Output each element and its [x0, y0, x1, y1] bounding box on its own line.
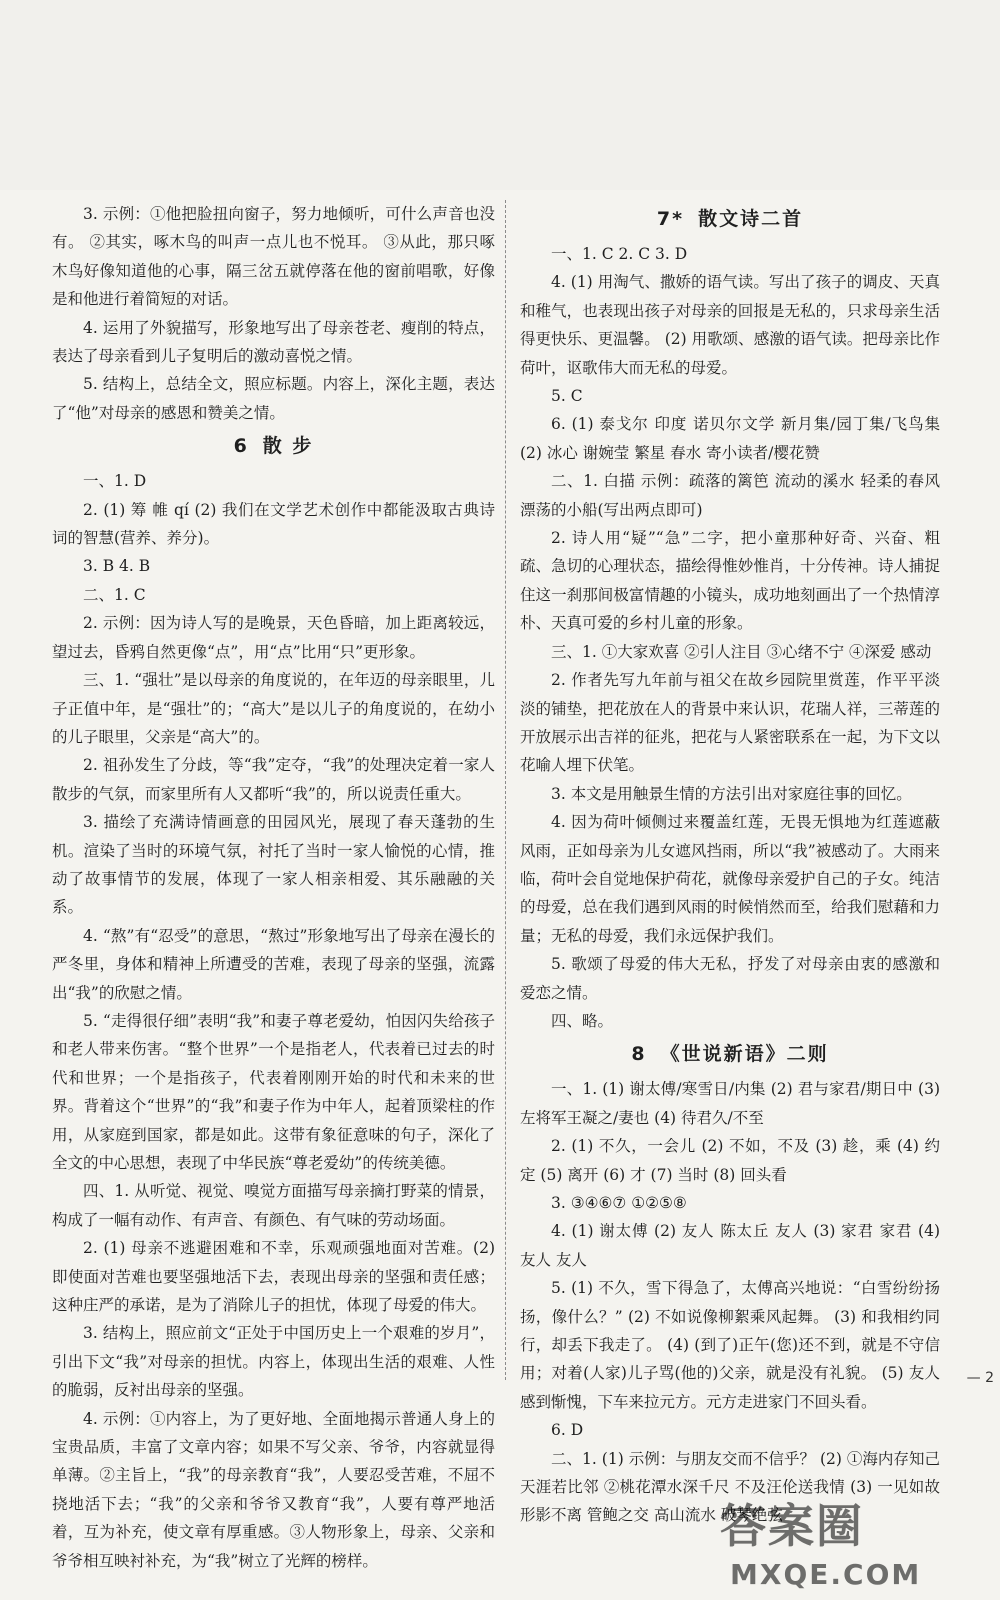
answer-paragraph: 三、1. ①大家欢喜 ②引人注目 ③心绪不宁 ④深爱 感动: [551, 642, 932, 661]
column-divider: [505, 200, 506, 1380]
section-number: 8: [631, 1043, 647, 1066]
answer-paragraph: 2. 诗人用“疑”“急”二字，把小童那种好奇、兴奋、粗疏、急切的心理状态，描绘得惟妙惟肖，十分传神。诗人捕捉住这一刹那间极富情趣的小镜头，成功地刻画出了一个热情淳朴、天真可爱的乡村儿童的形象。: [520, 529, 940, 633]
answer-paragraph: 四、略。: [551, 1011, 614, 1030]
answer-paragraph: 5. 结构上，总结全文，照应标题。内容上，深化主题，表达了“他”对母亲的感恩和赞美之情。: [52, 375, 495, 422]
answer-paragraph: 一、1. C 2. C 3. D: [551, 245, 688, 263]
answer-paragraph: 4. “熬”有“忍受”的意思，“熬过”形象地写出了母亲在漫长的严冬里，身体和精神上所遭受的苦难，表现了母亲的坚强，流露出“我”的欣慰之情。: [52, 926, 495, 1002]
answer-paragraph: 4. 因为荷叶倾侧过来覆盖红莲，无畏无惧地为红莲遮蔽风雨，正如母亲为儿女遮风挡雨，所以“我”被感动了。大雨来临，荷叶会自觉地保护荷花，就像母亲爱护自己的子女。纯洁的母爱，总在我们遇到风雨的时候悄然而至，给我们慰藉和力量；无私的母爱，我们永远保护我们。: [520, 813, 940, 945]
answer-paragraph: 三、1. “强壮”是以母亲的角度说的，在年迈的母亲眼里，儿子正值中年，是“强壮”的；“高大”是以儿子的角度说的，在幼小的儿子眼里，父亲是“高大”的。: [52, 671, 495, 746]
answer-paragraph: 二、1. C: [83, 585, 146, 604]
answer-paragraph: 二、1. 白描 示例：疏落的篱笆 流动的溪水 轻柔的春风 漂荡的小船(写出两点即可): [520, 472, 940, 519]
section-title: 散 步: [262, 435, 314, 458]
section-heading: [520, 204, 940, 234]
page-number: — 2: [966, 1370, 994, 1386]
answer-paragraph: 4. 示例：①内容上，为了更好地、全面地揭示普通人身上的宝贵品质，丰富了文章内容；如果不写父亲、爷爷，内容就显得单薄。②主旨上，“我”的母亲教育“我”，人要忍受苦难，不屈不挠地活下去；“我”的父亲和爷爷又教育“我”，人要有尊严地活着，互为补充，使文章有厚重感。③人物形象上，母亲、父亲和爷爷相互映衬补充，为“我”树立了光辉的榜样。: [52, 1409, 495, 1570]
watermark-logo: [710, 1494, 980, 1594]
answer-paragraph: 3. 本文是用触景生情的方法引出对家庭往事的回忆。: [551, 784, 912, 803]
section-title: 《世说新语》二则: [660, 1043, 829, 1066]
answer-paragraph: 2. 作者先写九年前与祖父在故乡园院里赏莲，作平平淡淡的铺垫，把花放在人的背景中来认识，花瑞人祥，三蒂莲的开放展示出吉祥的征兆，把花与人紧密联系在一起，为下文以花喻人埋下伏笔。: [520, 671, 940, 775]
blank-top-margin: [0, 0, 1000, 190]
section-number: 7*: [656, 208, 685, 230]
answer-paragraph: 3. 示例：①他把脸扭向窗子，努力地倾听，可什么声音也没有。 ②其实，啄木鸟的叫声一点儿也不悦耳。 ③从此，那只啄木鸟好像知道他的心事，隔三岔五就停落在他的窗前唱歌，好像是和他进行着简短的对话。: [52, 205, 495, 309]
answer-paragraph: 二、1. (1) 示例：与朋友交而不信乎？ (2) ①海内存知己 天涯若比邻 ②桃花潭水深千尺 不及汪伦送我情 (3) 一见如故 形影不离 管鲍之交 高山流水 破琴绝弦: [520, 1449, 940, 1525]
answer-paragraph: 一、1. D: [83, 472, 147, 491]
answer-paragraph: 5. 歌颂了母爱的伟大无私，抒发了对母亲由衷的感激和爱恋之情。: [520, 955, 940, 1002]
answer-paragraph: 2. (1) 筹 帷 qí (2) 我们在文学艺术创作中都能汲取古典诗词的智慧(营养、养分)。: [52, 500, 495, 548]
watermark-text: 答案圈: [720, 1499, 864, 1553]
section-heading: [52, 431, 495, 461]
answer-paragraph: 6. (1) 泰戈尔 印度 诺贝尔文学 新月集/园丁集/飞鸟集 (2) 冰心 谢婉莹 繁星 春水 寄小读者/樱花赞: [520, 415, 940, 462]
answer-paragraph: 3. ③④⑥⑦ ①②⑤⑧: [551, 1194, 687, 1212]
answer-paragraph: 5. “走得很仔细”表明“我”和妻子尊老爱幼，怕因闪失给孩子和老人带来伤害。“整个世界”一个是指老人，代表着已过去的时代和世界；一个是指孩子，代表着刚刚开始的时代和未来的世界。背着这个“世界”的“我”和妻子作为中年人，起着顶梁柱的作用，从家庭到国家，都是如此。这带有象征意味的句子，深化了全文的中心思想，表现了中华民族“尊老爱幼”的传统美德。: [52, 1011, 495, 1172]
answer-paragraph: 3. 描绘了充满诗情画意的田园风光，展现了春天蓬勃的生机。渲染了当时的环境气氛，衬托了当时一家人愉悦的心情，推动了故事情节的发展，体现了一家人相亲相爱、其乐融融的关系。: [52, 813, 495, 917]
answer-paragraph: 2. 祖孙发生了分歧，等“我”定夺，“我”的处理决定着一家人散步的气氛，而家里所有人又都听“我”的，所以说责任重大。: [52, 756, 495, 803]
answer-paragraph: 6. D: [551, 1421, 584, 1440]
section-title: 散文诗二首: [698, 208, 804, 230]
answer-paragraph: 4. 运用了外貌描写，形象地写出了母亲苍老、瘦削的特点，表达了母亲看到儿子复明后的激动喜悦之情。: [52, 318, 495, 366]
answer-paragraph: 四、1. 从听觉、视觉、嗅觉方面描写母亲摘打野菜的情景，构成了一幅有动作、有声音、有颜色、有气味的劳动场面。: [52, 1182, 495, 1229]
answer-paragraph: 2. 示例：因为诗人写的是晚景，天色昏暗，加上距离较远，望过去，昏鸦自然更像“点”，用“点”比用“只”更形象。: [52, 614, 495, 661]
answer-paragraph: 2. (1) 母亲不逃避困难和不幸，乐观顽强地面对苦难。(2) 即使面对苦难也要坚强地活下去，表现出母亲的坚强和责任感；这种庄严的承诺，是为了消除儿子的担忧，体现了母爱的伟大。: [52, 1239, 495, 1315]
right-column: [520, 200, 940, 1530]
answer-paragraph: 2. (1) 不久，一会儿 (2) 不如，不及 (3) 趁，乘 (4) 约定 (5) 离开 (6) 才 (7) 当时 (8) 回头看: [520, 1137, 940, 1184]
answer-paragraph: 3. 结构上，照应前文“正处于中国历史上一个艰难的岁月”，引出下文“我”对母亲的担忧。内容上，体现出生活的艰难、人性的脆弱，反衬出母亲的坚强。: [52, 1324, 495, 1400]
answer-paragraph: 4. (1) 谢太傅 (2) 友人 陈太丘 友人 (3) 家君 家君 (4) 友人 友人: [520, 1222, 940, 1269]
section-number: 6: [233, 435, 249, 458]
answer-paragraph: 4. (1) 用淘气、撒娇的语气读。写出了孩子的调皮、天真和稚气，也表现出孩子对母亲的回报是无私的，只求母亲生活得更快乐、更温馨。 (2) 用歌颂、感激的语气读。把母亲比作荷叶，讴歌伟大而无私的母爱。: [520, 273, 940, 377]
watermark-url: MXQE.COM: [730, 1558, 922, 1591]
section-heading: [520, 1039, 940, 1069]
left-column: [52, 200, 495, 1575]
answer-paragraph: 5. (1) 不久，雪下得急了，太傅高兴地说：“白雪纷纷扬扬，像什么？” (2) 不如说像柳絮乘风起舞。 (3) 和我相约同行，却丢下我走了。 (4) (到了)正午(您)还不到，就是不守信用；对着(人家)儿子骂(他的)父亲，就是没有礼貌。 (5) 友人感到惭愧，下车来拉元方。元方走进家门不回头看。: [520, 1279, 940, 1411]
answer-paragraph: 3. B 4. B: [83, 557, 151, 576]
answer-paragraph: 一、1. (1) 谢太傅/寒雪日/内集 (2) 君与家君/期日中 (3) 左将军王凝之/妻也 (4) 待君久/不至: [520, 1080, 940, 1127]
answer-paragraph: 5. C: [551, 387, 583, 406]
